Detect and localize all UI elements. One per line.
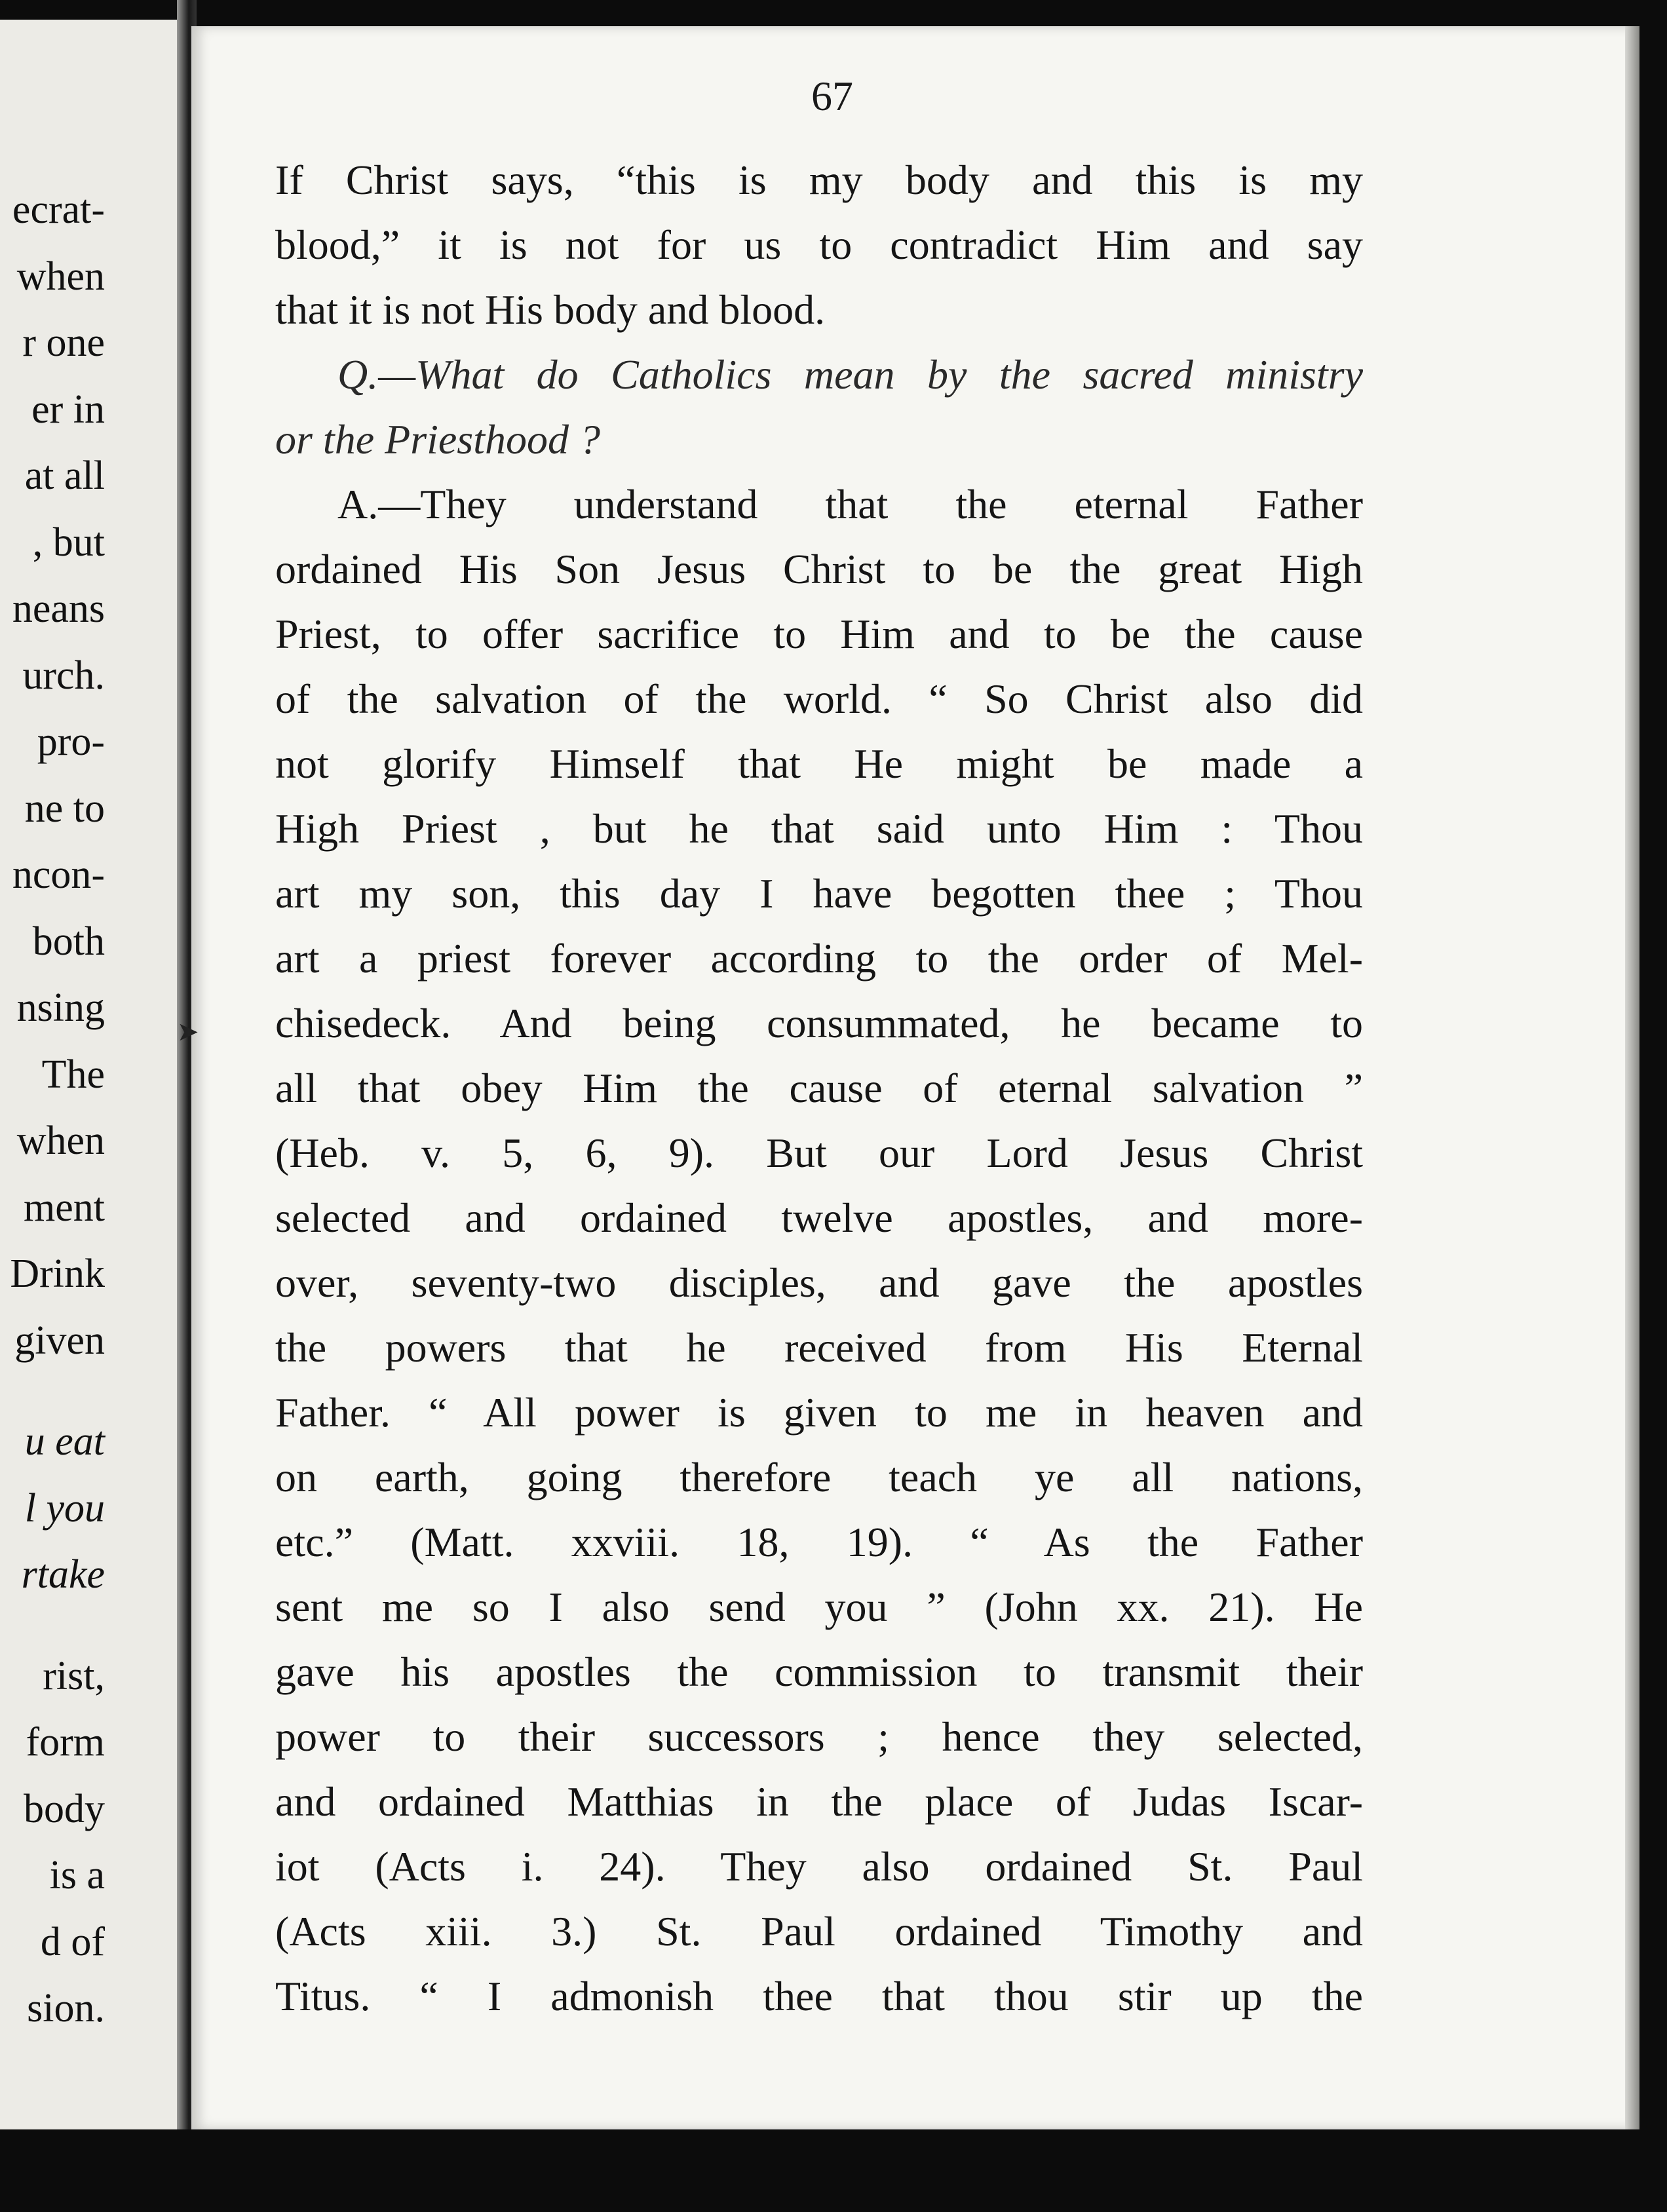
text-line: sent me so I also send you ” (John xx. 21). He [275, 1584, 1363, 1630]
text-line: Father. “ All power is given to me in heaven and [275, 1389, 1363, 1436]
facing-page-line: neans [12, 586, 105, 631]
facing-page-line [0, 1374, 105, 1409]
scan-bottom-border [0, 2129, 1667, 2212]
facing-page-line: both [32, 919, 105, 964]
facing-page-line: d of [40, 1919, 105, 1964]
text-line: power to their successors ; hence they selected, [275, 1713, 1363, 1760]
page-edge-shadow [1625, 26, 1639, 2129]
text-line: A.—They understand that the eternal Father [337, 481, 1363, 527]
text-line: on earth, going therefore teach ye all nations, [275, 1454, 1363, 1500]
text-line: If Christ says, “this is my body and this is my [275, 157, 1363, 203]
facing-page-line: er in [31, 387, 105, 432]
facing-page-line: u eat [24, 1419, 105, 1464]
facing-page-line: rtake [21, 1552, 105, 1597]
facing-page-text-fragments [0, 177, 105, 2042]
facing-page-line: rist, [43, 1653, 105, 1698]
text-line: the powers that he received from His Eternal [275, 1324, 1363, 1371]
text-line: iot (Acts i. 24). They also ordained St. Paul [275, 1843, 1363, 1890]
margin-mark-icon: ➤ [177, 1017, 199, 1047]
facing-page-line: ment [24, 1185, 105, 1230]
question-line: Q.—What do Catholics mean by the sacred ministry [337, 351, 1363, 398]
text-line: gave his apostles the commission to transmit their [275, 1649, 1363, 1695]
facing-page-line: form [26, 1720, 105, 1764]
facing-page-line: Drink [10, 1251, 105, 1296]
text-line: art a priest forever according to the order of Mel- [275, 935, 1363, 982]
facing-page-line: urch. [22, 653, 105, 698]
text-line: art my son, this day I have begotten thee ; Thou [275, 870, 1363, 917]
text-line: all that obey Him the cause of eternal salvation ” [275, 1065, 1363, 1111]
text-line: not glorify Himself that He might be made a [275, 740, 1363, 787]
text-line: over, seventy-two disciples, and gave the apostles [275, 1259, 1363, 1306]
facing-page-left [0, 20, 187, 2129]
facing-page-line: when [16, 254, 105, 299]
page-body-text [275, 147, 1363, 2029]
facing-page-line: ecrat- [12, 187, 105, 232]
text-line: etc.” (Matt. xxviii. 18, 19). “ As the Father [275, 1519, 1363, 1565]
text-line: High Priest , but he that said unto Him : Thou [275, 805, 1363, 852]
facing-page-line: ne to [24, 786, 105, 831]
question-line: or the Priesthood ? [275, 416, 600, 463]
facing-page-line: sion. [27, 1986, 105, 2031]
text-line: that it is not His body and blood. [275, 286, 826, 333]
facing-page-line: body [24, 1786, 105, 1831]
text-line: Priest, to offer sacrifice to Him and to be the cause [275, 611, 1363, 657]
facing-page-line: , but [32, 520, 105, 565]
facing-page-line: at all [24, 453, 105, 498]
text-line: (Heb. v. 5, 6, 9). But our Lord Jesus Christ [275, 1130, 1363, 1176]
facing-page-line: ncon- [12, 852, 105, 897]
facing-page-line: l you [24, 1485, 105, 1531]
facing-page-line: is a [49, 1853, 105, 1897]
facing-page-line: r one [22, 320, 105, 365]
page-number: 67 [811, 73, 853, 119]
text-line: of the salvation of the world. “ So Christ also did [275, 676, 1363, 722]
text-line: ordained His Son Jesus Christ to be the great High [275, 546, 1363, 592]
text-line: chisedeck. And being consummated, he became to [275, 1000, 1363, 1046]
text-line: blood,” it is not for us to contradict Him and say [275, 221, 1363, 268]
facing-page-line: when [16, 1118, 105, 1163]
facing-page-line: nsing [16, 985, 105, 1030]
facing-page-line: pro- [37, 719, 105, 764]
text-line: selected and ordained twelve apostles, and more- [275, 1194, 1363, 1241]
text-line: and ordained Matthias in the place of Judas Iscar- [275, 1778, 1363, 1825]
facing-page-line: The [41, 1052, 105, 1097]
facing-page-line: given [14, 1318, 105, 1363]
text-line: (Acts xiii. 3.) St. Paul ordained Timothy and [275, 1908, 1363, 1955]
text-line: Titus. “ I admonish thee that thou stir up the [275, 1973, 1363, 2019]
facing-page-line [0, 1609, 105, 1643]
